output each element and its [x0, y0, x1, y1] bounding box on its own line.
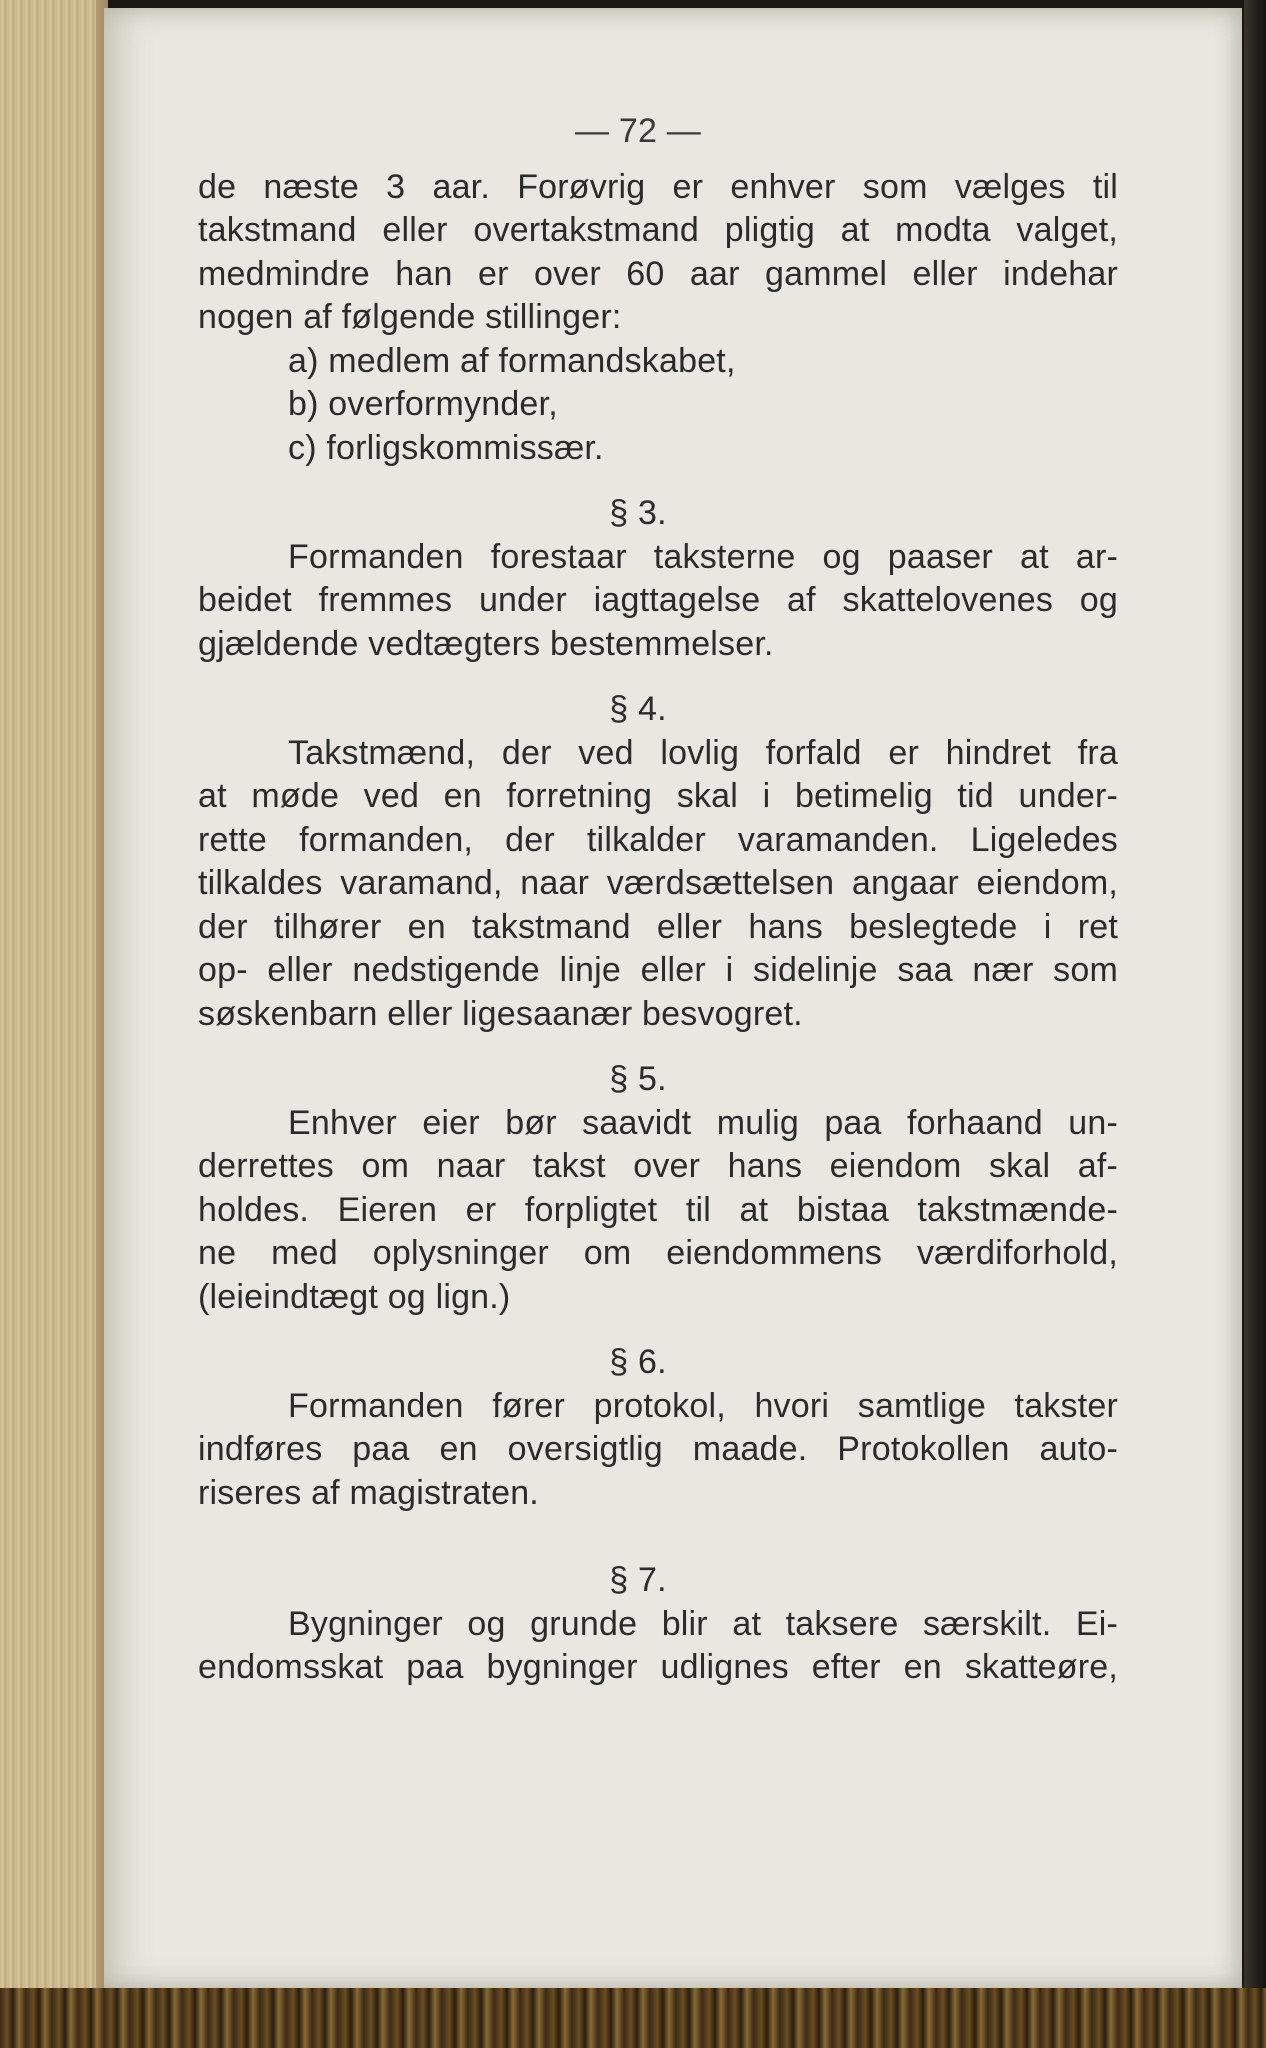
text-line: derrettes om naar takst over hans eiendom skal af- [198, 1147, 1118, 1185]
text-line: gjældende vedtægters bestemmelser. [198, 624, 774, 663]
text-line: Takstmænd, der ved lovlig forfald er hindret fra [288, 733, 1118, 772]
list-item: c) forligskommissær. [288, 428, 604, 467]
text-line: endomsskat paa bygninger udlignes efter en skatteøre, [198, 1648, 1118, 1686]
text-line: Bygninger og grunde blir at taksere særskilt. Ei- [288, 1604, 1118, 1643]
section-heading: § 3. [609, 494, 667, 532]
text-line: Enhver eier bør saavidt mulig paa forhaand un- [288, 1103, 1118, 1142]
text-line: riseres af magistraten. [198, 1473, 539, 1512]
text-line: der tilhører en takstmand eller hans beslegtede i ret [198, 907, 1118, 946]
text-line: beidet fremmes under iagttagelse af skattelovenes og [198, 581, 1118, 619]
text-line: Formanden forestaar taksterne og paaser at ar- [288, 537, 1118, 576]
text-line: (leieindtægt og lign.) [198, 1277, 511, 1316]
body-text [198, 110, 1218, 1690]
book-page-edges [0, 0, 108, 2000]
page-number: — 72 — [575, 112, 701, 150]
section-heading: § 5. [609, 1060, 667, 1098]
list-item: b) overformynder, [288, 385, 558, 423]
text-line: Formanden fører protokol, hvori samtlige takster [288, 1386, 1118, 1425]
text-line: op- eller nedstigende linje eller i sidelinje saa nær som [198, 951, 1118, 989]
book-right-edge [1244, 0, 1266, 2048]
text-line: de næste 3 aar. Forøvrig er enhver som vælges til [198, 167, 1118, 206]
text-line: at møde ved en forretning skal i betimelig tid under- [198, 777, 1118, 815]
text-line: nogen af følgende stillinger: [198, 298, 622, 336]
text-line: medmindre han er over 60 aar gammel eller indehar [198, 254, 1118, 293]
text-line: ne med oplysninger om eiendommens værdiforhold, [198, 1234, 1118, 1272]
text-line: søskenbarn eller ligesaanær besvogret. [198, 994, 803, 1033]
section-heading: § 7. [609, 1561, 667, 1599]
section-heading: § 6. [609, 1343, 667, 1381]
book-bottom-edge [0, 1988, 1266, 2048]
text-line: holdes. Eieren er forpligtet til at bistaa takstmænde- [198, 1190, 1118, 1229]
text-line: takstmand eller overtakstmand pligtig at modta valget, [198, 211, 1118, 249]
text-line: indføres paa en oversigtlig maade. Protokollen auto- [198, 1430, 1118, 1468]
text-line: tilkaldes varamand, naar værdsættelsen angaar eiendom, [198, 864, 1118, 902]
list-item: a) medlem af formandskabet, [288, 341, 736, 380]
section-heading: § 4. [609, 690, 667, 728]
text-line: rette formanden, der tilkalder varamanden. Ligeledes [198, 820, 1118, 859]
